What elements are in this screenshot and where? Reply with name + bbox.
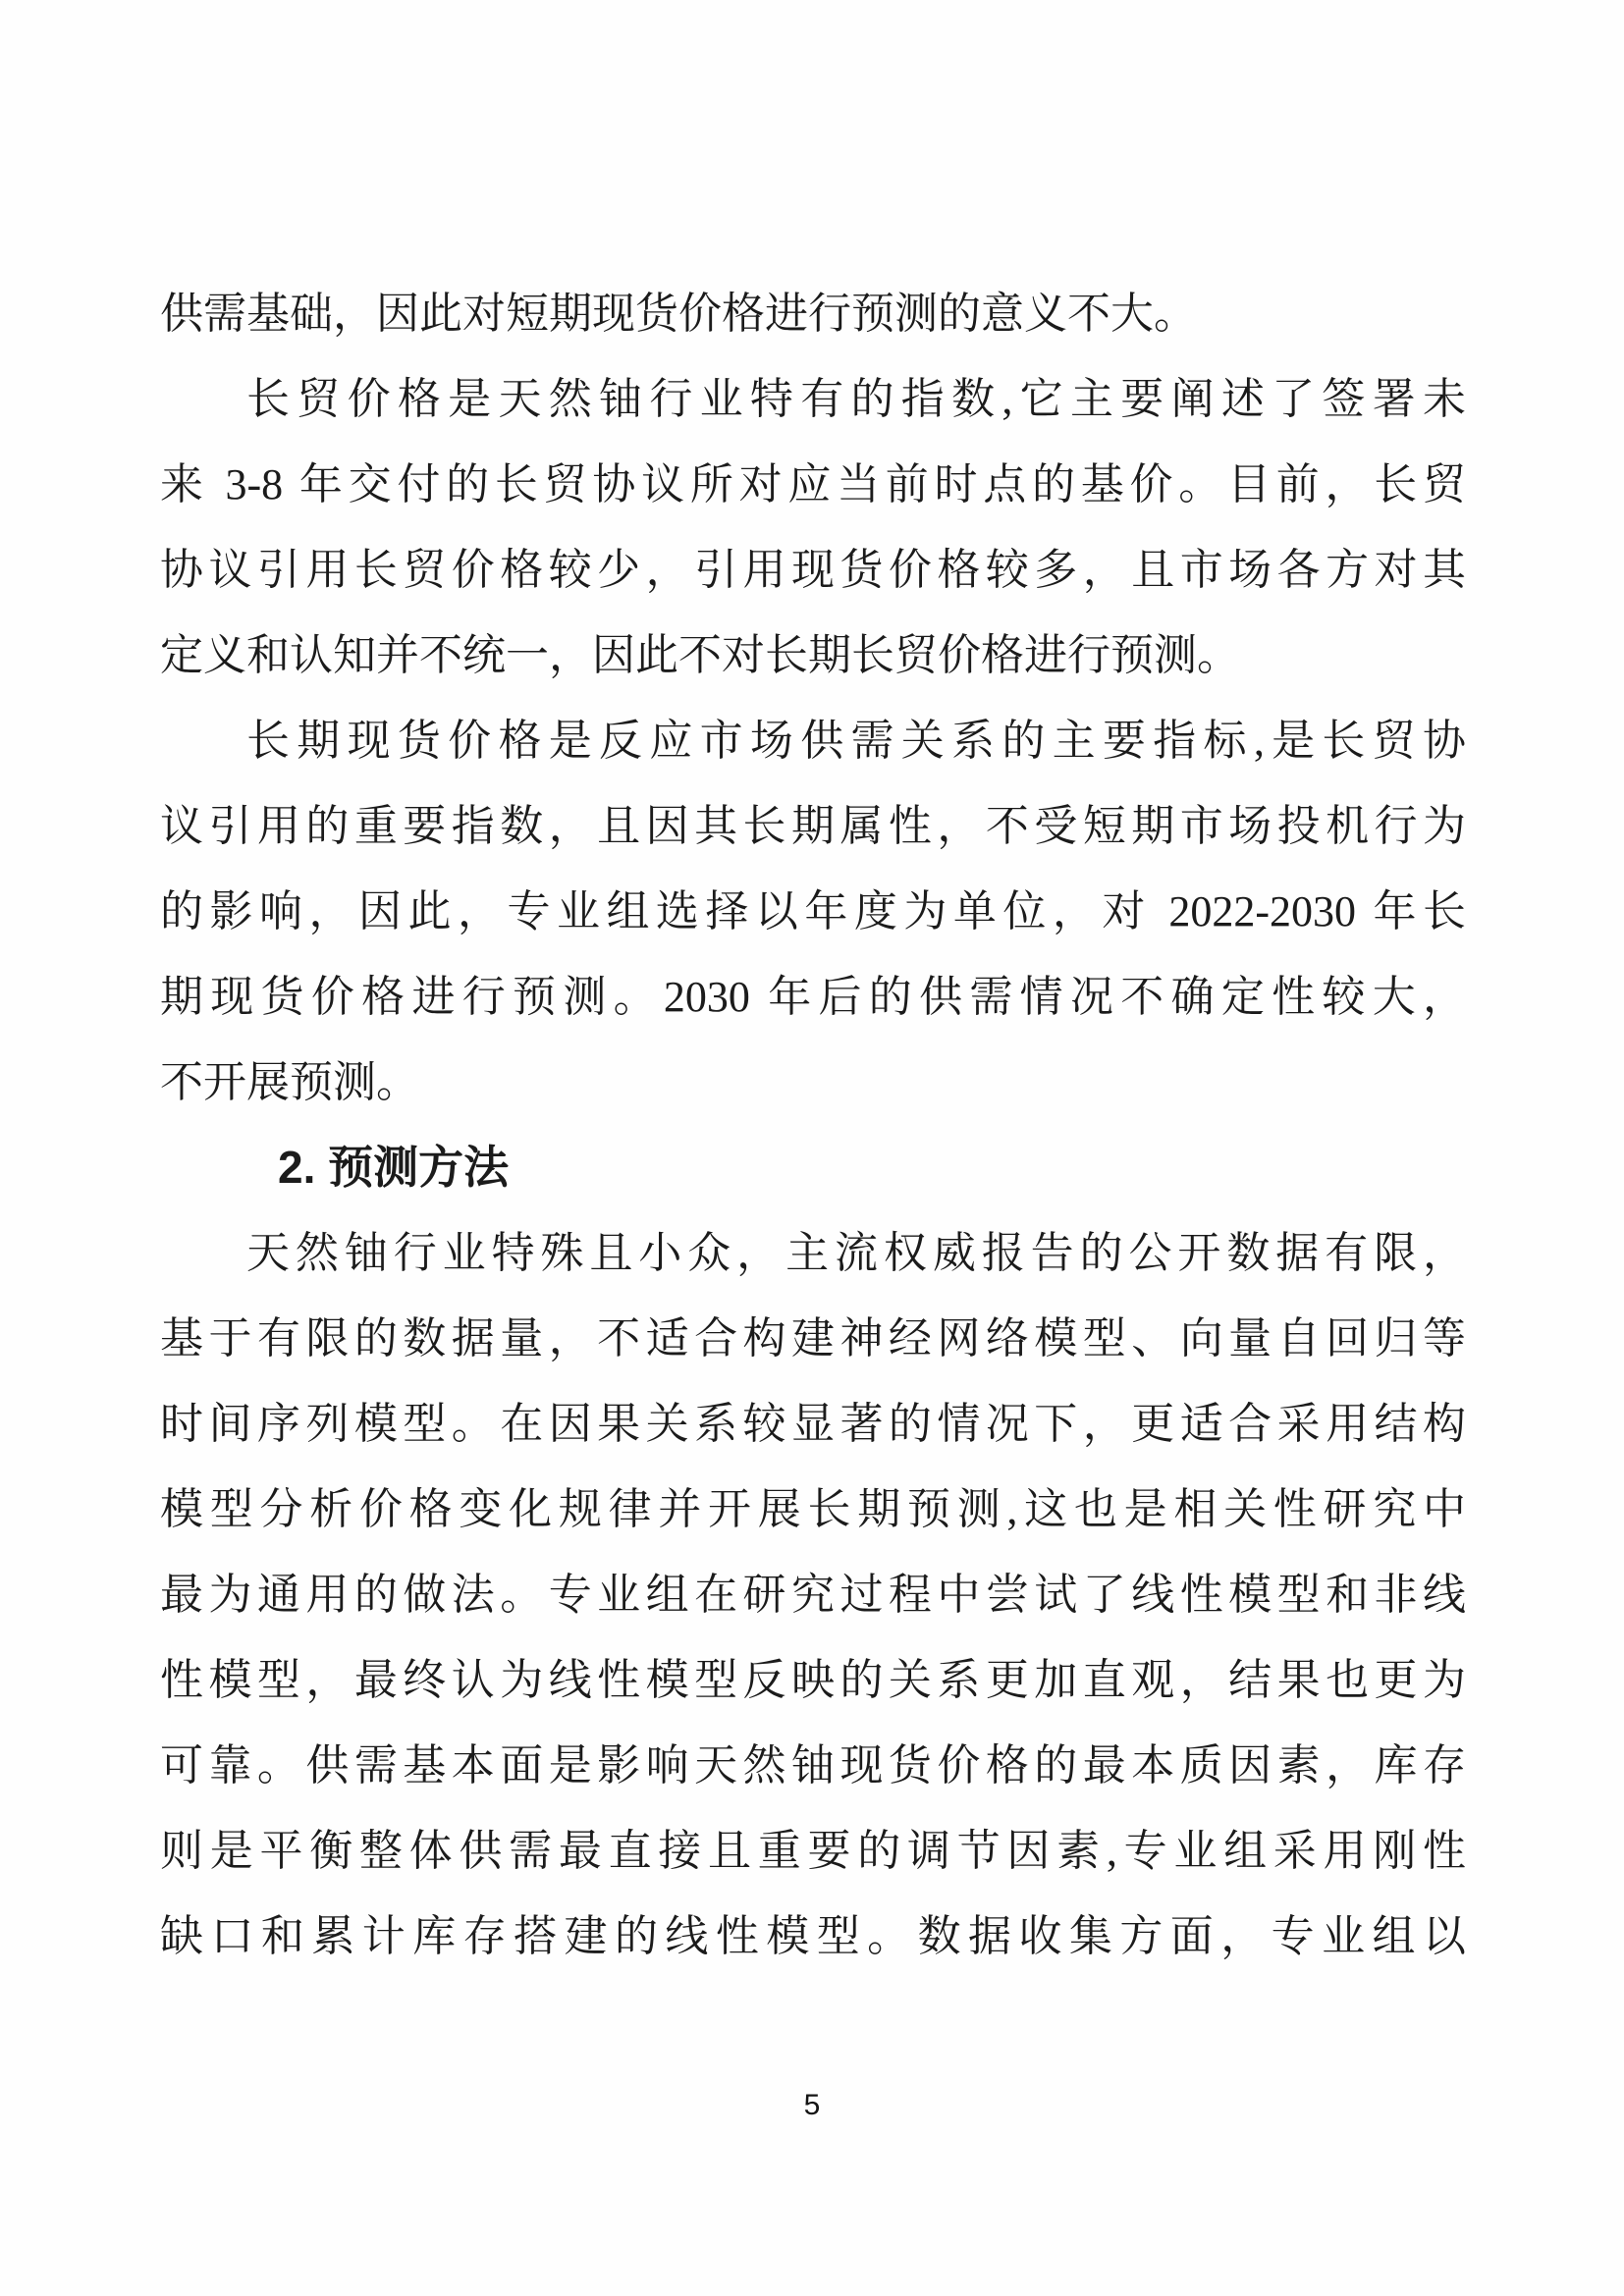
- text-line: 长期现货价格是反应市场供需关系的主要指标,是长贸协: [246, 717, 1466, 765]
- text-line: 性模型，最终认为线性模型反映的关系更加直观，结果也更为: [160, 1656, 1466, 1704]
- text-line: 来 3-8 年交付的长贸协议所对应当前时点的基价。目前，长贸: [160, 460, 1466, 508]
- text-line: 则是平衡整体供需最直接且重要的调节因素,专业组采用刚性: [160, 1827, 1466, 1875]
- text-body: [160, 271, 1466, 1979]
- text-line: 供需基础，因此对短期现货价格进行预测的意义不大。: [160, 290, 1197, 338]
- text-line: 不开展预测。: [160, 1058, 419, 1106]
- section-heading: 2. 预测方法: [278, 1142, 510, 1193]
- text-line: 期现货价格进行预测。2030 年后的供需情况不确定性较大，: [160, 973, 1466, 1021]
- text-line: 最为通用的做法。专业组在研究过程中尝试了线性模型和非线: [160, 1571, 1466, 1619]
- text-line: 定义和认知并不统一，因此不对长期长贸价格进行预测。: [160, 631, 1240, 679]
- text-line: 长贸价格是天然铀行业特有的指数,它主要阐述了签署未: [246, 375, 1466, 423]
- text-line: 可靠。供需基本面是影响天然铀现货价格的最本质因素，库存: [160, 1741, 1466, 1789]
- text-line: 天然铀行业特殊且小众，主流权威报告的公开数据有限，: [246, 1229, 1466, 1277]
- text-line: 的影响，因此，专业组选择以年度为单位，对 2022-2030 年长: [160, 887, 1466, 935]
- text-line: 议引用的重要指数，且因其长期属性，不受短期市场投机行为: [160, 802, 1466, 850]
- text-line: 模型分析价格变化规律并开展长期预测,这也是相关性研究中: [160, 1485, 1466, 1533]
- text-line: 缺口和累计库存搭建的线性模型。数据收集方面，专业组以: [160, 1912, 1466, 1960]
- text-line: 时间序列模型。在因果关系较显著的情况下，更适合采用结构: [160, 1400, 1466, 1448]
- text-line: 协议引用长贸价格较少，引用现货价格较多，且市场各方对其: [160, 546, 1466, 594]
- text-line: 基于有限的数据量，不适合构建神经网络模型、向量自回归等: [160, 1314, 1466, 1362]
- page-number: 5: [803, 2089, 821, 2121]
